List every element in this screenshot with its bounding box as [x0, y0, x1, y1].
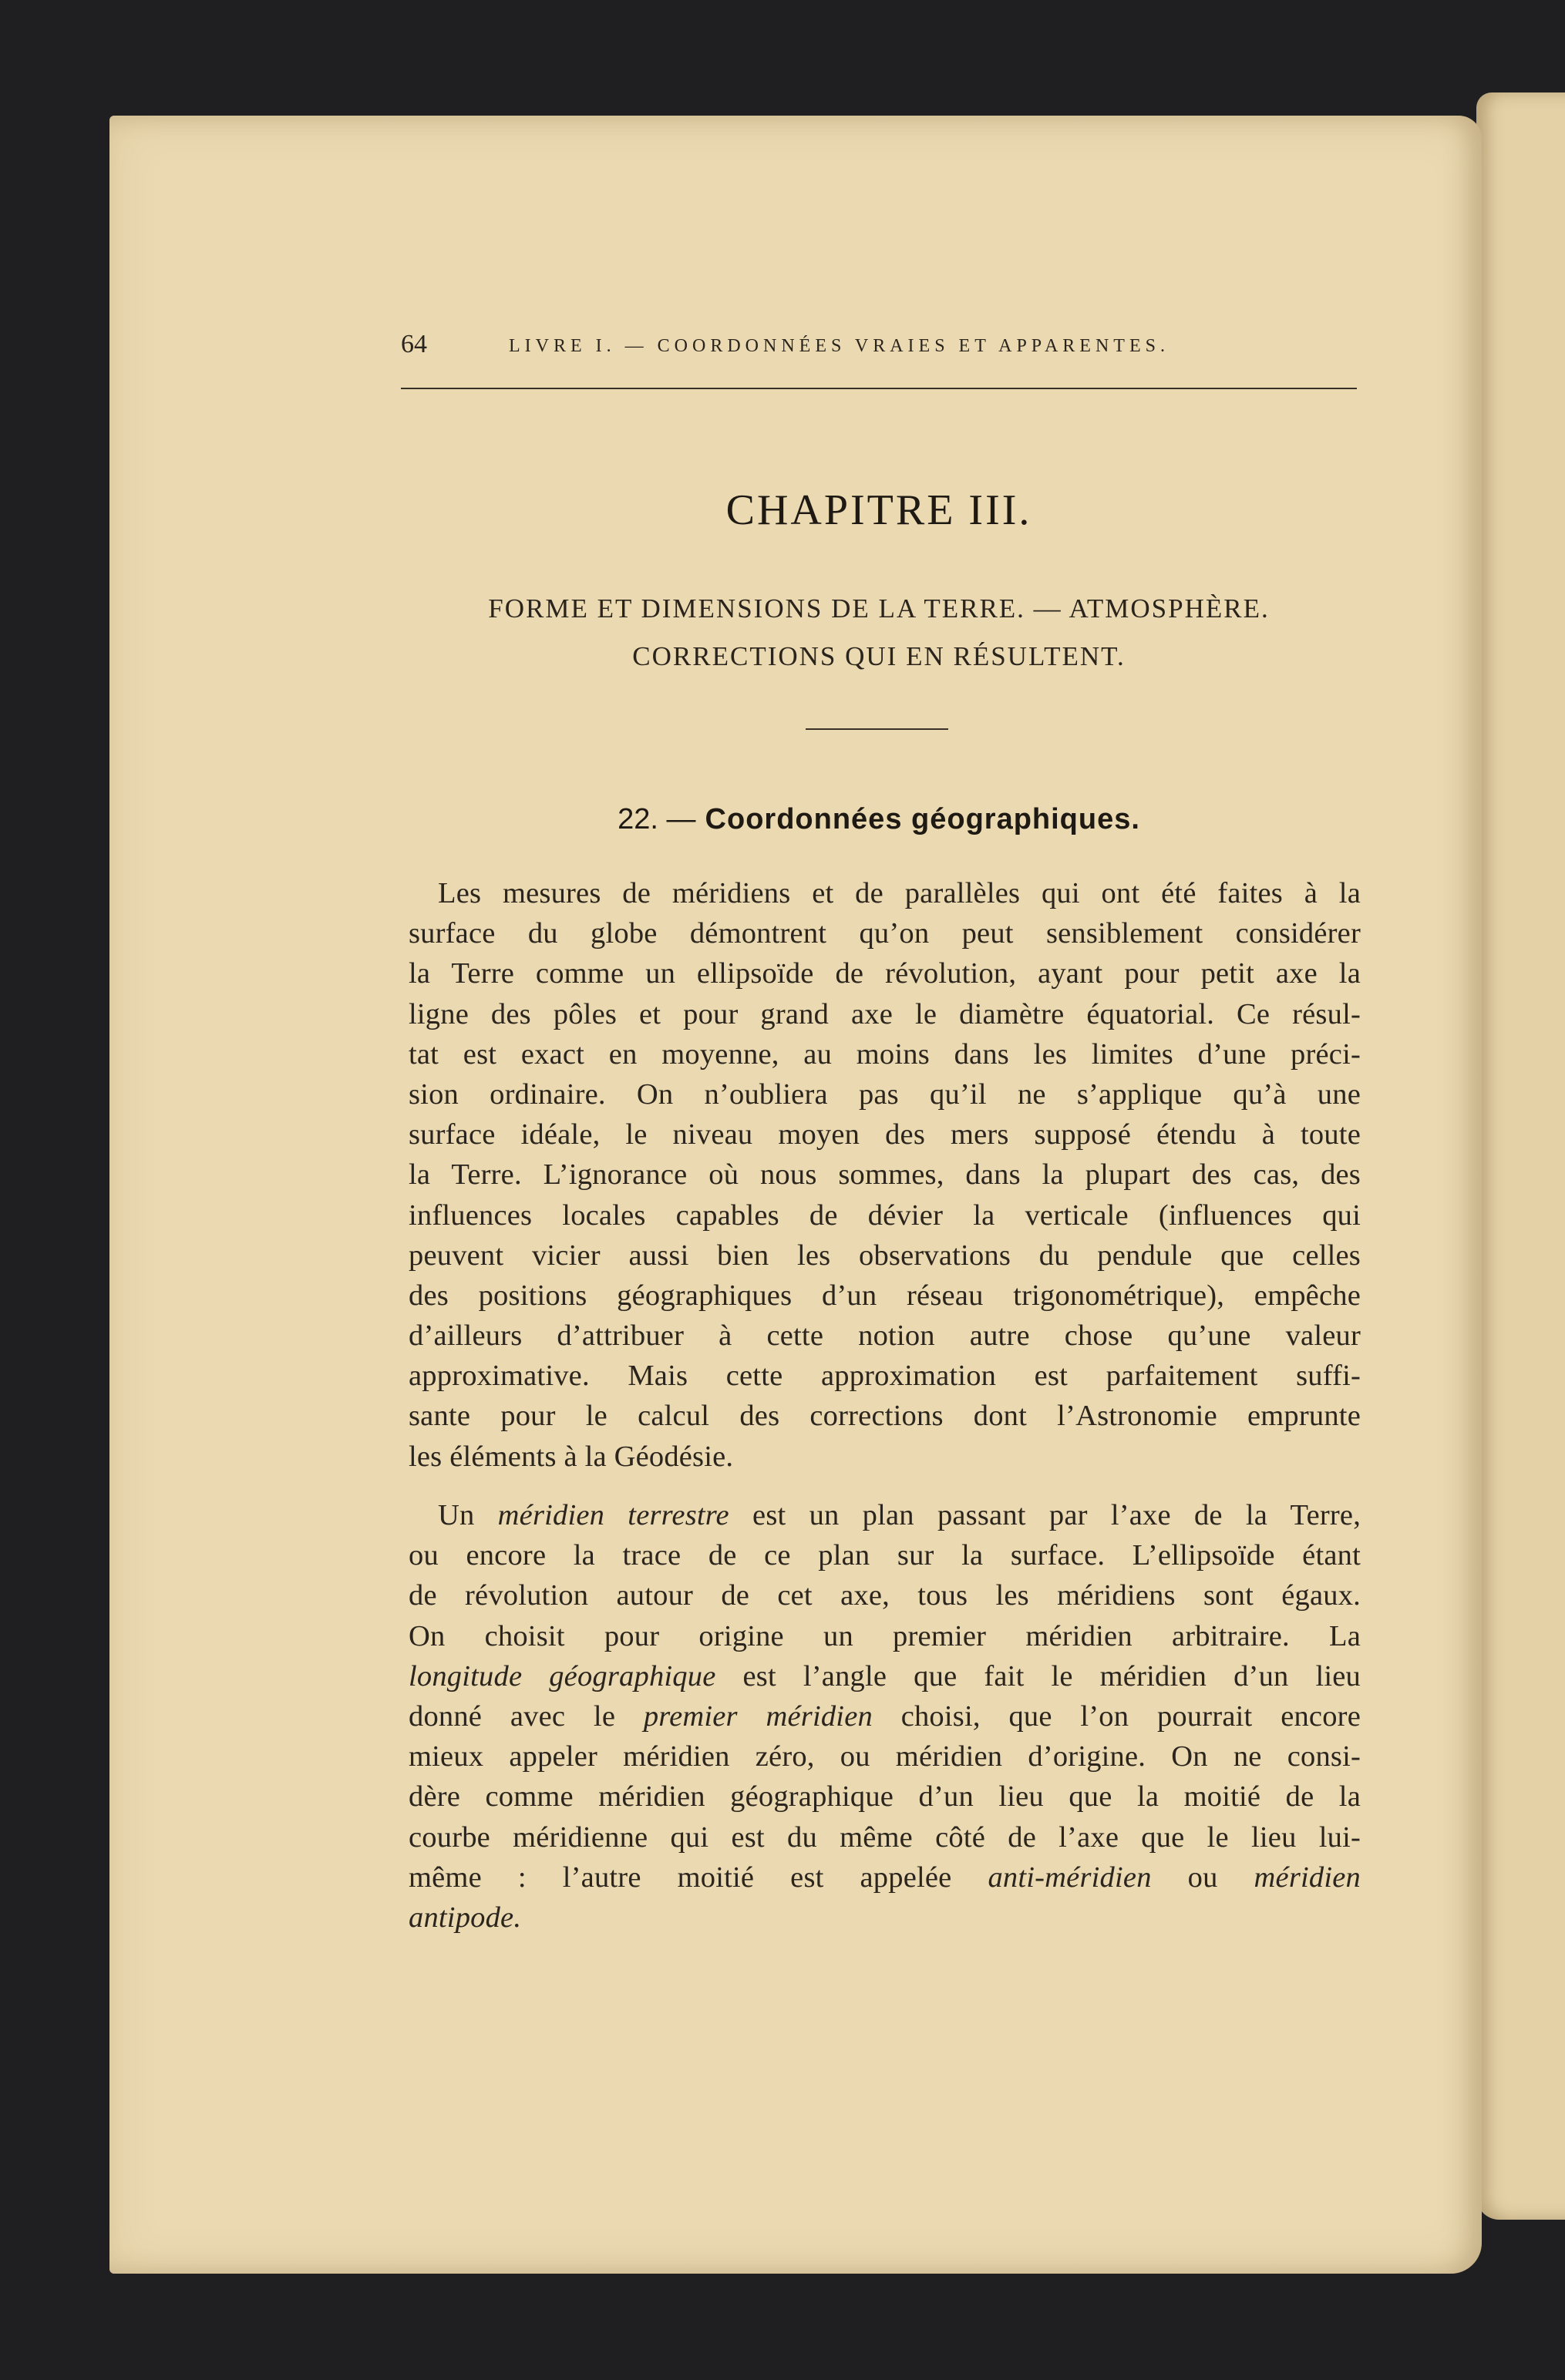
- paragraph-line: sante pour le calcul des corrections dont l’Astronomie emprunte: [409, 1400, 1361, 1433]
- italic-term: antipode.: [409, 1901, 522, 1934]
- paragraph-line: de révolution autour de cet axe, tous les méridiens sont égaux.: [409, 1579, 1361, 1612]
- chapter-divider: [806, 728, 948, 730]
- paragraph-line: dère comme méridien géographique d’un lieu que la moitié de la: [409, 1780, 1361, 1814]
- text-run: Un: [438, 1499, 498, 1531]
- paragraph-line: [409, 1857, 1361, 1898]
- running-title: LIVRE I. — COORDONNÉES VRAIES ET APPARENTES.: [509, 336, 1170, 356]
- paragraph-line: ou encore la trace de ce plan sur la surface. L’ellipsoïde étant: [409, 1539, 1361, 1572]
- section-number: 22. —: [618, 803, 696, 835]
- text-run: est un plan passant par l’axe de la Terre,: [729, 1499, 1361, 1531]
- text-run: choisi, que l’on pourrait encore: [872, 1699, 1361, 1733]
- paragraph-line: des positions géographiques d’un réseau trigonométrique), empêche: [409, 1279, 1361, 1312]
- paragraph-line: peuvent vicier aussi bien les observations du pendule que celles: [409, 1239, 1361, 1272]
- paragraph-line: ligne des pôles et pour grand axe le diamètre équatorial. Ce résul-: [409, 997, 1361, 1030]
- italic-term: premier méridien: [643, 1699, 873, 1733]
- text-run: est l’angle que fait le méridien d’un lieu: [715, 1659, 1361, 1693]
- paragraph-line: surface du globe démontrent qu’on peut sensiblement considérer: [409, 917, 1361, 950]
- paragraph-line: sion ordinaire. On n’oubliera pas qu’il ne s’applique qu’à une: [409, 1077, 1361, 1111]
- chapter-title: CHAPITRE III.: [725, 486, 1032, 534]
- italic-term: méridien: [1254, 1861, 1361, 1894]
- section-title: Coordonnées géographiques.: [705, 803, 1140, 835]
- paragraph-line: la Terre comme un ellipsoïde de révolution, ayant pour petit axe la: [409, 957, 1361, 990]
- paragraph-line: On choisit pour origine un premier méridien arbitraire. La: [409, 1619, 1361, 1652]
- text-run: donné avec le: [409, 1699, 644, 1733]
- paragraph-line: approximative. Mais cette approximation est parfaitement suffi-: [409, 1360, 1361, 1393]
- paragraph-line: influences locales capables de dévier la verticale (influences qui: [409, 1198, 1361, 1232]
- chapter-subtitle-line-1: FORME ET DIMENSIONS DE LA TERRE. — ATMOSPHÈRE.: [488, 593, 1270, 624]
- paragraph-line: [409, 1656, 1361, 1696]
- paragraph-line: la Terre. L’ignorance où nous sommes, dans la plupart des cas, des: [409, 1158, 1361, 1192]
- paragraph-line: Les mesures de méridiens et de parallèles qui ont été faites à la: [438, 877, 1361, 909]
- paragraph-1: [409, 873, 1361, 1477]
- adjacent-page-edge: [1476, 92, 1565, 2220]
- text-run: ou: [1151, 1861, 1254, 1894]
- italic-term: anti-méridien: [988, 1861, 1152, 1894]
- paragraph-line: [409, 1898, 1361, 1938]
- paragraph-line: courbe méridienne qui est du même côté de l’axe que le lieu lui-: [409, 1820, 1361, 1854]
- paragraph-line: tat est exact en moyenne, au moins dans les limites d’une préci-: [409, 1037, 1361, 1071]
- paragraph-line: d’ailleurs d’attribuer à cette notion autre chose qu’une valeur: [409, 1319, 1361, 1353]
- paragraph-line: mieux appeler méridien zéro, ou méridien d’origine. On ne consi-: [409, 1740, 1361, 1773]
- italic-term: méridien terrestre: [497, 1499, 729, 1531]
- paragraph-line: [409, 1696, 1361, 1736]
- section-heading: [401, 802, 1357, 836]
- paragraph-line: surface idéale, le niveau moyen des mers supposé étendu à toute: [409, 1118, 1361, 1151]
- running-head: [401, 330, 1357, 368]
- chapter-subtitle-line-2: CORRECTIONS QUI EN RÉSULTENT.: [632, 641, 1126, 671]
- paragraph-line: [409, 1495, 1361, 1535]
- italic-term: longitude géographique: [409, 1659, 716, 1693]
- header-rule: [401, 388, 1357, 389]
- text-run: même : l’autre moitié est appelée: [409, 1861, 988, 1894]
- paragraph-2: [409, 1495, 1361, 1938]
- paragraph-line: les éléments à la Géodésie.: [409, 1440, 734, 1473]
- page-number: 64: [401, 330, 427, 358]
